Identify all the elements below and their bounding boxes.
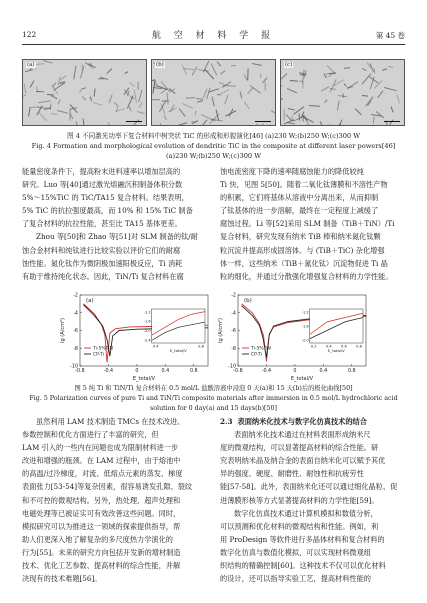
dendrite-streak: [324, 124, 332, 126]
caption-en-line-2: (a)230 W;(b)250 W;(c)300 W: [166, 152, 261, 160]
text-line: 技术、优化工艺参数、提高材料的综合性能，并解: [22, 561, 181, 571]
dendrite-streak: [396, 95, 399, 104]
dendrite-streak: [303, 84, 305, 89]
text-line: 能量密度条件下，提高粉末进料速率以增加层高的: [22, 167, 181, 176]
dendrite-streak: [280, 98, 283, 100]
dendrite-streak: [151, 99, 160, 100]
journal-title: 航 空 材 料 学 报: [151, 31, 276, 41]
dendrite-streak: [192, 67, 198, 76]
text-line: 5% TiC 的抗拉强度最高，而 10% 和 15% TiC 制备: [22, 206, 193, 216]
x-tick-label: 0.8: [347, 369, 356, 374]
dendrite-streak: [81, 96, 86, 100]
dendrite-streak: [217, 62, 221, 67]
text-line: 度的微观结构，可以显著提高材料的综合性能。研: [220, 443, 379, 453]
section-heading: [220, 415, 405, 428]
dendrite-streak: [287, 122, 295, 125]
text-line: 粒沉淀并提高形成固溶体。与 (TiB＋TiC) 杂化增强: [220, 245, 385, 255]
dendrite-streak: [107, 69, 113, 74]
micrograph-image: [152, 60, 275, 125]
text-line: 可以预测和优化材料的微观结构和性能。例如，利: [220, 521, 379, 531]
x-tick-label: -0.8: [233, 369, 243, 374]
text-line: 有助于维持纯化状态。因此，TiN/Ti 复合材料在腐: [22, 271, 184, 281]
left-column-lower: [22, 415, 207, 585]
panel-label: (b): [244, 298, 252, 304]
y-tick-label: -2: [73, 293, 78, 299]
dendrite-streak: [224, 95, 228, 105]
text-line: 电磁处理等已被证实可有效改善这些问题。同时，: [22, 508, 181, 518]
dendrite-streak: [290, 80, 298, 82]
figure-4: [22, 59, 405, 126]
left-column-upper: [22, 165, 207, 283]
dendrite-streak: [252, 63, 262, 66]
inset-frame: [152, 309, 205, 343]
text-line: 助人们更深入地了解复杂的多尺度热力学演化的: [22, 534, 173, 544]
x-tick-label: 0.4: [161, 369, 170, 374]
dendrite-streak: [51, 113, 57, 115]
dendrite-streak: [321, 86, 329, 91]
dendrite-streak: [58, 100, 61, 105]
dendrite-streak: [309, 105, 320, 107]
dendrite-streak: [51, 95, 58, 99]
dendrite-streak: [372, 116, 374, 123]
dendrite-streak: [73, 65, 77, 79]
inset-y-tick-label: -2.0: [301, 338, 309, 343]
dendrite-streak: [93, 102, 102, 106]
panel-label: (c): [285, 62, 293, 68]
x-axis-label: E_total/V: [132, 376, 156, 382]
text-line: 的设计，还可以指导实验工艺，提高材料性能的: [220, 574, 371, 584]
text-line: 研究。Luo 等[40]通过激光熔融沉积制备体积分数: [22, 180, 183, 190]
dendrite-streak: [178, 108, 185, 116]
scale-bar: [384, 121, 400, 122]
x-axis-label: E_total/V: [290, 376, 314, 382]
volume-label: 第 45 卷: [375, 31, 405, 40]
section-title: 表面纳米化技术与数字化仿真技术的结合: [237, 417, 367, 426]
dendrite-streak: [287, 88, 298, 94]
dendrite-streak: [89, 97, 92, 102]
dendrite-streak: [197, 100, 203, 103]
dendrite-streak: [361, 73, 371, 84]
inset-x-tick-label: 0.8: [356, 344, 362, 349]
text-line: 用 ProDesign 等软件进行多晶体材料和复合材料的: [220, 534, 385, 544]
dendrite-streak: [388, 66, 394, 68]
polarization-chart-b: [216, 290, 370, 382]
dendrite-streak: [223, 85, 236, 87]
text-line: 表面纳米化技术通过在材料表面形成纳米尺: [234, 430, 371, 440]
dendrite-streak: [382, 68, 387, 71]
y-tick-label: -4: [73, 311, 78, 317]
panel-label: (a): [27, 62, 35, 68]
dendrite-streak: [138, 90, 143, 103]
text-line: 改进和增强的瓶颈。在 LAM 过程中，由于熔池中: [22, 456, 181, 466]
dendrite-streak: [344, 67, 350, 69]
dendrite-streak: [262, 124, 264, 126]
inset-x-tick-label: 0.4: [152, 344, 159, 349]
text-line: 了复合材料的抗拉性能，甚至比 TA15 基体更差。: [22, 219, 182, 229]
page-header: [22, 28, 405, 42]
dendrite-streak: [231, 65, 236, 66]
dendrite-streak: [38, 111, 48, 121]
dendrite-streak: [198, 69, 209, 72]
dendrite-streak: [355, 109, 362, 116]
dendrite-streak: [124, 71, 128, 74]
dendrite-streak: [174, 122, 188, 126]
dendrite-streak: [186, 97, 195, 99]
dendrite-streak: [283, 108, 284, 120]
inset-y-tick-label: -2.0: [143, 329, 151, 334]
section-number: 2.3: [220, 417, 233, 426]
dendrite-streak: [348, 81, 359, 89]
text-line: 行为[55]。未来的研究方向包括开发新的增材制造: [22, 547, 181, 557]
dendrite-streak: [38, 100, 51, 103]
page-number: 122: [22, 30, 37, 39]
text-line: 蚀合金材料和纯钛进行比较实验以评价它们的耐腐: [22, 245, 181, 255]
legend-label: Ti-5%TiN: [93, 346, 113, 352]
x-tick-label: -0.8: [75, 369, 85, 374]
text-line: 织结构的精确控制[60]。这种技术不仅可以优化材料: [220, 561, 386, 571]
dendrite-streak: [256, 123, 257, 126]
caption-en-line-2: solution for 0 day(a) and 15 days(b)[50]: [150, 405, 277, 412]
dendrite-streak: [133, 89, 136, 102]
y-axis-label: lg (A/cm²): [218, 318, 224, 343]
y-tick-label: -10: [70, 364, 78, 370]
dendrite-streak: [280, 85, 283, 86]
dendrite-streak: [128, 107, 131, 112]
dendrite-streak: [287, 108, 294, 111]
text-line: 了钛基体的进一步溶解，最终在一定程度上减缓了: [220, 206, 379, 216]
inset-x-tick-label: 0.2: [310, 344, 317, 349]
text-line: Zhou 等[50]和 Zhao 等[51]对 SLM 制备的钛/耐: [36, 232, 198, 242]
inset-y-tick-label: -1.2: [143, 310, 151, 315]
dendrite-streak: [271, 110, 276, 117]
micrograph-panel-c: [280, 59, 405, 126]
micrograph-image: [281, 60, 404, 125]
micrograph-panel-a: [22, 59, 147, 126]
y-tick-label: -6: [73, 329, 78, 335]
dendrite-streak: [199, 119, 208, 126]
text-line: 蚀电流密度下降的速率随腐蚀能力的降低较纯: [220, 167, 364, 176]
dendrite-streak: [160, 123, 164, 126]
dendrite-streak: [60, 75, 66, 80]
dendrite-streak: [324, 99, 328, 103]
legend-label: CP-Ti: [251, 352, 262, 358]
dendrite-streak: [220, 70, 225, 74]
text-line: 异的强度、硬度、耐磨性、耐蚀性和抗疲劳性: [220, 469, 364, 479]
dendrite-streak: [219, 83, 225, 86]
text-line: 进薄膜形核等方式显著提高材料的力学性能[59]。: [220, 495, 379, 505]
dendrite-streak: [129, 82, 134, 87]
text-line: 粒的细化，并通过分散强化增强复合材料的力学性能。: [220, 271, 393, 281]
x-tick-label: 0: [135, 369, 139, 374]
x-tick-label: 0: [293, 369, 297, 374]
x-tick-label: -0.4: [103, 369, 114, 374]
polarization-chart-a: [58, 290, 212, 382]
dendrite-streak: [93, 89, 95, 97]
figure-4-caption: [22, 131, 405, 161]
dendrite-streak: [137, 81, 138, 89]
text-line: 能[57-58]。此外，表面纳米化还可以通过细化晶粒、促: [220, 482, 398, 492]
dendrite-streak: [210, 63, 217, 75]
text-line: 数字化仿真与数值化模拟，可以实现材料微观组: [220, 547, 371, 557]
inset-x-axis-label: E_total/V: [327, 348, 345, 353]
header-rule: [22, 44, 405, 45]
scale-bar: [255, 121, 271, 122]
dendrite-streak: [377, 91, 384, 99]
panel-label: (a): [86, 298, 94, 304]
dendrite-streak: [212, 96, 215, 106]
inset-y-tick-label: -2.4: [143, 338, 151, 343]
dendrite-streak: [240, 92, 243, 100]
dendrite-streak: [337, 120, 343, 126]
dendrite-streak: [28, 108, 31, 117]
micrograph-panel-b: [151, 59, 276, 126]
dendrite-streak: [260, 73, 262, 78]
y-tick-label: -2: [231, 293, 236, 299]
dendrite-streak: [247, 88, 254, 95]
right-column-lower: [220, 415, 405, 585]
dendrite-streak: [82, 119, 85, 126]
dendrite-streak: [136, 111, 144, 114]
caption-cn: 图 5 纯 Ti 和 TiN/Ti 复合材料在 0.5 mol/L 盐酸溶液中浸泡 0 天(a)和 15 天(b)后的极化曲线[50]: [74, 385, 353, 392]
legend-label: Ti-5%TiN: [251, 346, 271, 352]
dendrite-streak: [337, 100, 340, 110]
dendrite-streak: [320, 122, 323, 126]
text-line: 数字化仿真技术通过计算机模拟和数值分析，: [234, 508, 378, 518]
dendrite-streak: [384, 87, 396, 91]
dendrite-streak: [76, 122, 79, 126]
figure-5: [58, 290, 370, 382]
dendrite-streak: [374, 69, 376, 74]
text-line: 参数控制和优化方面进行了丰富的研究，但: [22, 430, 159, 440]
text-line: 复合材料，研究发现有纳米 TiB 棒和纳米氮化钛颗: [220, 232, 381, 242]
text-line: 表面张力[53-54]等复杂因素，很容易诱发孔隙、裂纹: [22, 482, 193, 492]
inset-x-tick-label: 0.6: [341, 344, 347, 349]
caption-en-line-1: Fig. 5 Polarization curves of pure Ti and TiN/Ti composite materials after immersion in 0.5 mol/L hydrochloric acid: [29, 395, 398, 402]
dendrite-streak: [182, 103, 193, 109]
micrograph-image: [23, 60, 146, 125]
legend-label: CP-Ti: [93, 352, 104, 358]
y-tick-label: -6: [231, 329, 236, 335]
inset-x-tick-label: 0.8: [198, 344, 204, 349]
scale-bar: [126, 121, 142, 122]
x-tick-label: 0.4: [319, 369, 328, 374]
text-line: 蚀性能。氮化钛作为微阴极加速阳极反应，Ti 消耗: [22, 258, 183, 268]
inset-y-tick-label: -1.6: [143, 319, 151, 324]
dendrite-streak: [47, 94, 54, 96]
y-axis-label: lg (A/cm²): [60, 318, 66, 343]
text-line: 模拟研究可以为推进这一领域的探索提供指导，帮: [22, 521, 181, 531]
text-line: 的高温/过冷梯度，对流、低熔点元素的蒸发、梯度: [22, 469, 183, 479]
right-column-upper: [220, 165, 405, 283]
dendrite-streak: [43, 60, 53, 64]
dendrite-streak: [108, 94, 112, 103]
dendrite-streak: [138, 102, 142, 107]
text-line: Ti 快，见图 5[50]。随着二氧化钛薄膜和不溶性产物: [220, 180, 388, 190]
dendrite-streak: [79, 90, 82, 94]
dendrite-streak: [264, 81, 265, 90]
inset-y-tick-label: -1.2: [301, 310, 309, 315]
text-line: 5%～15%TiC 的 TiC/TA15 复合材料。结果表明，: [22, 193, 189, 203]
inset-x-axis-label: E_total/V: [169, 348, 187, 353]
dendrite-streak: [23, 84, 26, 94]
dendrite-streak: [57, 110, 68, 114]
text-line: 虽然利用 LAM 技术制造 TMCs 在技术改进、: [36, 417, 185, 426]
text-line: 的积累，它们将基体从溶液中分离出来，从而抑制: [220, 193, 379, 203]
dendrite-streak: [108, 122, 114, 126]
dendrite-streak: [29, 80, 34, 88]
dendrite-streak: [361, 68, 366, 71]
x-tick-label: -0.4: [261, 369, 272, 374]
figure-5-caption: [22, 384, 405, 414]
dendrite-streak: [390, 107, 393, 113]
dendrite-streak: [362, 95, 368, 97]
caption-cn: 图 4 不同激光功率下复合材料中树突状 TiC 的形成和形貌演化[46] (a)230 W;(b)250 W;(c)300 W: [67, 132, 360, 140]
text-line: 体一样，这些纳米（TiB＋氮化钛）沉淀物促进 Ti 晶: [220, 258, 388, 268]
panel-label: (b): [156, 62, 164, 68]
x-tick-label: 0.8: [189, 369, 198, 374]
text-line: 腐蚀过程。Li 等[52]采用 SLM 制备（TiB＋TiN）/Ti: [220, 219, 395, 229]
dendrite-streak: [244, 102, 250, 110]
y-tick-label: -4: [231, 311, 236, 317]
dendrite-streak: [195, 111, 197, 116]
y-tick-label: -8: [231, 346, 236, 352]
y-tick-label: -10: [228, 364, 236, 370]
caption-en-line-1: Fig. 4 Formation and morphological evolution of dendritic TiC in the composite at different laser powers[46]: [31, 142, 396, 150]
text-line: LAM 引入的一些内在问题也成为限制材料进一步: [22, 443, 179, 453]
text-line: 决现有的技术难题[56]。: [22, 574, 102, 584]
dendrite-streak: [164, 115, 167, 120]
text-line: 究表明纳米晶及纳合金的表面自纳米化可以赋予其优: [220, 456, 386, 466]
inset-y-tick-label: -1.6: [301, 324, 309, 329]
text-line: 和不可控的微观结构。另外，热处理、超声处理和: [22, 495, 181, 505]
y-tick-label: -8: [73, 346, 78, 352]
inset-x-tick-label: 0.4: [325, 344, 332, 349]
dendrite-streak: [22, 94, 26, 101]
dendrite-streak: [280, 73, 287, 80]
dendrite-streak: [81, 87, 86, 90]
dendrite-streak: [26, 69, 34, 72]
